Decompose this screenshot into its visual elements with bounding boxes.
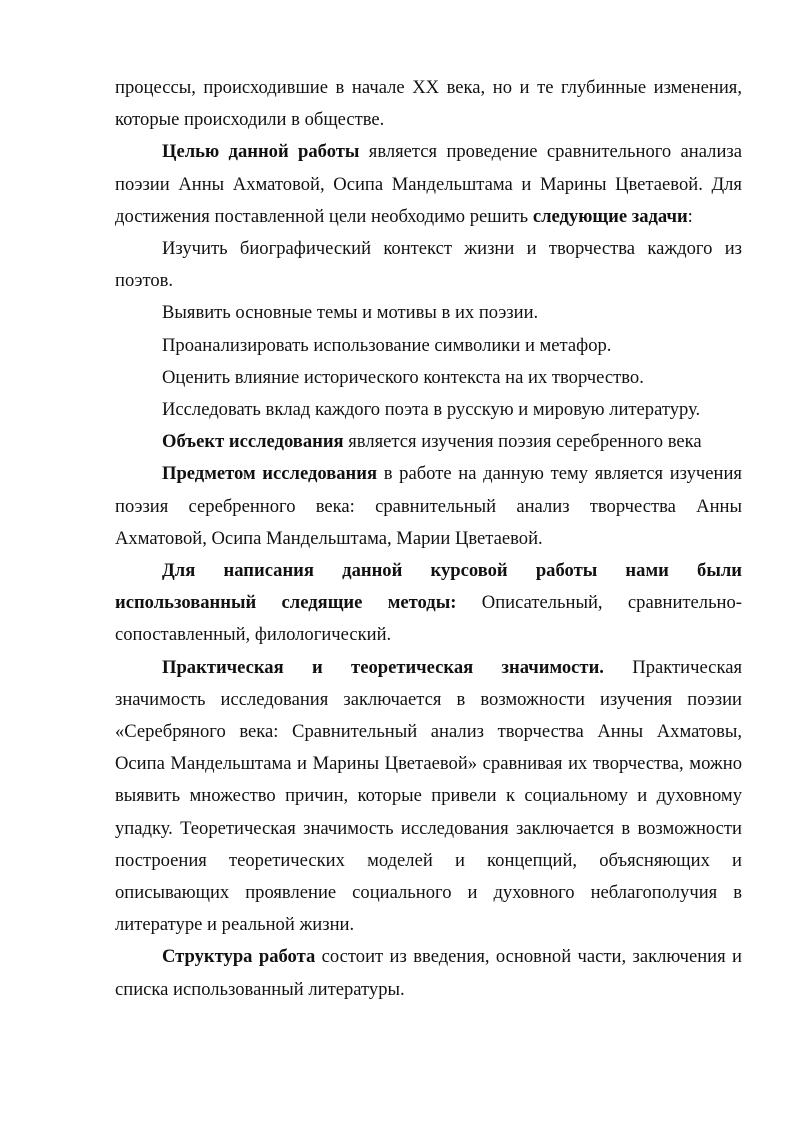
task-text: Изучить биографический контекст жизни и творчества каждого из поэтов. xyxy=(115,238,742,292)
methods-heading: Для написания данной курсовой работы нами были использованный следящие методы: xyxy=(115,560,742,614)
tasks-heading: следующие задачи xyxy=(532,205,688,227)
paragraph-text: : xyxy=(687,205,693,227)
structure-paragraph xyxy=(115,941,742,1005)
paragraph-text: процессы, происходившие в начале XX века, но и те глубинные изменения, которые происходили в обществе. xyxy=(115,77,742,131)
paragraph-text: является изучения поэзия серебренного века xyxy=(343,431,702,453)
task-item xyxy=(115,362,742,394)
task-item xyxy=(115,330,742,362)
significance-heading: Практическая и теоретическая значимости. xyxy=(162,656,604,678)
task-text: Исследовать вклад каждого поэта в русскую и мировую литературу. xyxy=(162,399,701,421)
task-item xyxy=(115,233,742,297)
document-page xyxy=(115,72,742,1006)
methods-paragraph xyxy=(115,555,742,652)
structure-heading: Структура работа xyxy=(162,946,316,968)
task-item xyxy=(115,394,742,426)
paragraph-text: Практическая значимость исследования заключается в возможности изучения поэзии «Серебряного века: Сравнительный анализ творчества Анны Ахматовы, Осипа Мандельштама и Марины Цветаевой» сравнивая их творчества, можно выявить множество причин, которые привели к социальному и духовному упадку. Теоретическая значимость исследования заключается в возможности построения теоретических моделей и концепций, объясняющих и описывающих проявление социального и духовного неблагополучия в литературе и реальной жизни. xyxy=(115,656,742,936)
paragraph-text: является проведение сравнительного анализа поэзии Анны Ахматовой, Осипа Мандельштама и Марины Цветаевой. Для достижения поставленной цели необходимо решить xyxy=(115,141,742,227)
goal-paragraph xyxy=(115,136,742,233)
task-text: Проанализировать использование символики и метафор. xyxy=(162,334,612,356)
goal-heading: Целью данной работы xyxy=(162,141,360,163)
subject-paragraph xyxy=(115,458,742,555)
object-heading: Объект исследования xyxy=(162,431,344,453)
task-item xyxy=(115,297,742,329)
intro-continuation-paragraph xyxy=(115,72,742,136)
task-text: Выявить основные темы и мотивы в их поэзии. xyxy=(162,302,539,324)
significance-paragraph xyxy=(115,652,742,942)
subject-heading: Предметом исследования xyxy=(162,463,378,485)
object-paragraph xyxy=(115,426,742,458)
paragraph-text: в работе на данную тему является изучения поэзия серебренного века: сравнительный анализ творчества Анны Ахматовой, Осипа Мандельштама, Марии Цветаевой. xyxy=(115,463,742,549)
task-text: Оценить влияние исторического контекста на их творчество. xyxy=(162,366,644,388)
paragraph-text: Описательный, сравнительно-сопоставленный, филологический. xyxy=(115,592,742,646)
paragraph-text: состоит из введения, основной части, заключения и списка использованный литературы. xyxy=(115,946,742,1000)
